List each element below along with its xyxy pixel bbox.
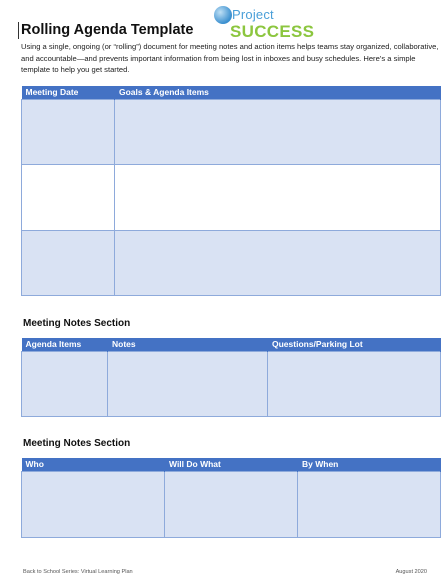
table-row [22, 471, 441, 537]
header-notes: Notes [108, 338, 268, 351]
header-will-do-what: Will Do What [165, 458, 298, 471]
who-cell[interactable] [22, 471, 165, 537]
notes-table-header [22, 338, 441, 351]
table-row [22, 99, 441, 164]
meeting-date-cell[interactable] [22, 99, 115, 164]
header-agenda-items: Agenda Items [22, 338, 108, 351]
questions-cell[interactable] [268, 351, 441, 416]
text-cursor [18, 22, 19, 39]
agenda-table [21, 86, 441, 296]
goals-cell[interactable] [115, 230, 441, 295]
footer-series-label: Back to School Series: Virtual Learning Plan [23, 569, 133, 575]
notes-cell[interactable] [108, 351, 268, 416]
intro-paragraph: Using a single, ongoing (or “rolling”) document for meeting notes and action items helps teams stay organized, collaborative, and accountable—and prevents important information from being lost in inboxes and busy schedules. Here’s a simple template to help you get started. [21, 42, 439, 74]
meeting-date-cell[interactable] [22, 230, 115, 295]
header-who: Who [22, 458, 165, 471]
actions-table [21, 458, 441, 538]
agenda-table-header [22, 86, 441, 99]
actions-table-header [22, 458, 441, 471]
project-success-logo [214, 6, 324, 40]
agenda-items-cell[interactable] [22, 351, 108, 416]
header-by-when: By When [298, 458, 441, 471]
document-title: Rolling Agenda Template [21, 22, 194, 38]
header-meeting-date: Meeting Date [22, 86, 115, 99]
header-questions-parking-lot: Questions/Parking Lot [268, 338, 441, 351]
logo-line-project: Project [232, 7, 274, 22]
notes-table [21, 338, 441, 417]
goals-cell[interactable] [115, 99, 441, 164]
table-row [22, 230, 441, 295]
section-heading-notes: Meeting Notes Section [23, 318, 131, 329]
logo-line-success: SUCCESS [230, 22, 315, 41]
meeting-date-cell[interactable] [22, 164, 115, 230]
goals-cell[interactable] [115, 164, 441, 230]
will-do-what-cell[interactable] [165, 471, 298, 537]
table-row [22, 351, 441, 416]
table-row [22, 164, 441, 230]
header-goals-agenda: Goals & Agenda Items [115, 86, 441, 99]
section-heading-actions: Meeting Notes Section [23, 438, 131, 449]
footer-date: August 2020 [395, 569, 427, 575]
by-when-cell[interactable] [298, 471, 441, 537]
